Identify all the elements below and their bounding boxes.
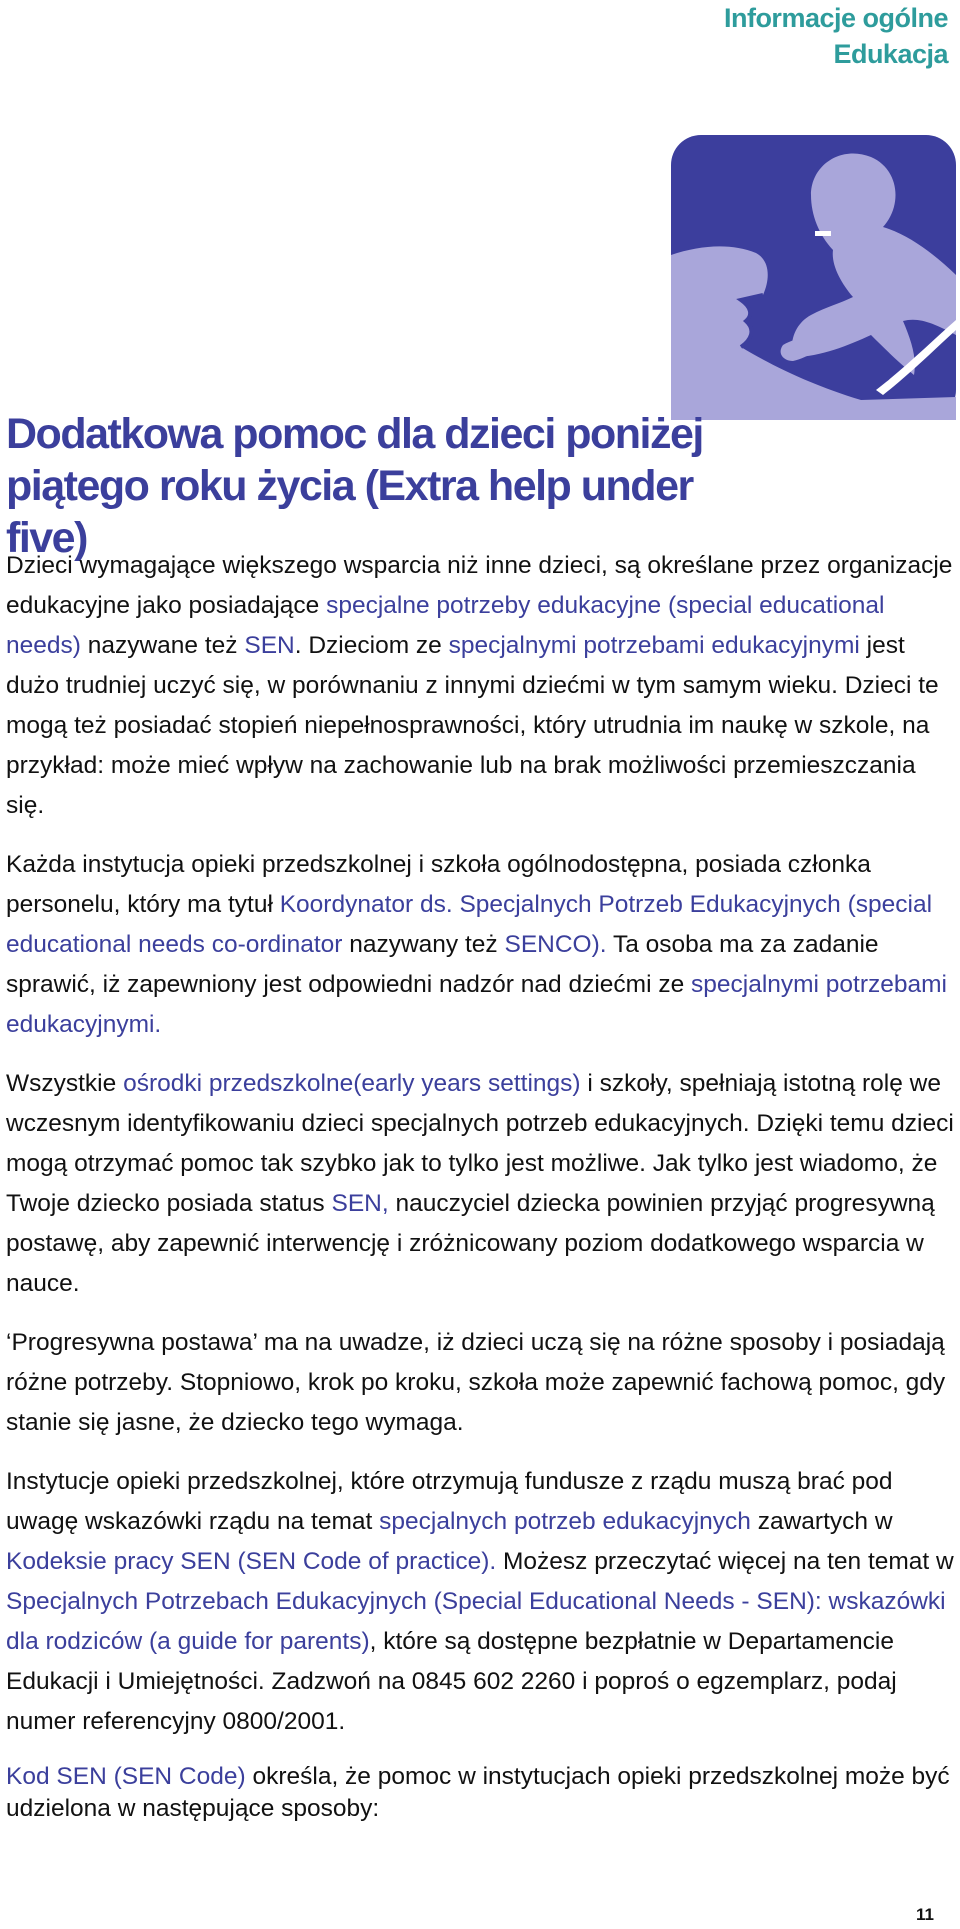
text-run: nauczyciel dziecka powinien przyjąć progresywną postawę, aby zapewnić interwencję i zróżnicowany poziom dodatkowego wsparcia w nauce. <box>6 1190 935 1297</box>
highlight-term: Koordynator ds. Specjalnych Potrzeb Edukacyjnych (special educational needs co-ordinator <box>6 891 933 958</box>
title-line-1: Dodatkowa pomoc dla dzieci poniżej <box>6 410 703 458</box>
text-run: i szkoły, spełniają istotną rolę we wczesnym identyfikowaniu dzieci specjalnych potrzeb edukacyjnych. Dzięki temu dzieci mogą otrzymać pomoc tak szybko jak to tylko jest możliwe. Jak tylko jest wiadomo, że Twoje dziecko posiada status <box>6 1070 954 1217</box>
section-header <box>724 0 948 72</box>
mother-child-logo <box>671 135 956 420</box>
paragraph-progressive-approach <box>6 1323 956 1443</box>
highlight-term: SEN <box>244 632 295 659</box>
highlight-term: SEN, <box>331 1190 389 1217</box>
page-number: 11 <box>916 1905 934 1924</box>
title-line-2: piątego roku życia (Extra help under five) <box>6 462 693 562</box>
highlight-term: SENCO). <box>504 931 607 958</box>
highlight-term: ośrodki przedszkolne(early years settings) <box>123 1070 581 1097</box>
paragraph-sen-definition <box>6 546 956 826</box>
highlight-term: Kodeksie pracy SEN (SEN Code of practice). <box>6 1548 497 1575</box>
page-title <box>6 408 726 564</box>
text-run: Możesz przeczytać więcej na ten temat w <box>496 1548 954 1575</box>
header-category: Informacje ogólne <box>723 3 948 33</box>
highlight-term: specjalnych potrzeb edukacyjnych <box>379 1508 751 1535</box>
text-run: zawartych w <box>750 1508 893 1535</box>
text-run: nazywany też <box>342 931 505 958</box>
highlight-term: specjalnymi potrzebami edukacyjnymi <box>448 632 860 659</box>
highlight-term: specjalne potrzeby edukacyjne (special educational needs) <box>6 592 885 659</box>
paragraph-early-years <box>6 1064 956 1304</box>
header-subcategory: Edukacja <box>833 39 948 69</box>
text-run: nazywane też <box>80 632 245 659</box>
text-run: Ta osoba ma za zadanie sprawić, iż zapewniony jest odpowiedni nadzór nad dziećmi ze <box>6 931 879 998</box>
text-run: Każda instytucja opieki przedszkolnej i szkoła ogólnodostępna, posiada członka personelu, który ma tytuł <box>6 851 871 918</box>
highlight-term: Specjalnych Potrzebach Edukacyjnych (Special Educational Needs - SEN): wskazówki dla rodziców (a guide for parents) <box>6 1588 946 1655</box>
paragraph-code-of-practice <box>6 1462 956 1742</box>
text-run: Dzieci wymagające większego wsparcia niż inne dzieci, są określane przez organizacje edukacyjne jako posiadające <box>6 552 953 619</box>
highlight-term: specjalnymi potrzebami edukacyjnymi. <box>6 971 947 1038</box>
body-text <box>6 546 956 1844</box>
text-run: jest dużo trudniej uczyć się, w porównaniu z innymi dziećmi w tym samym wieku. Dzieci te mogą też posiadać stopień niepełnosprawności, który utrudnia im naukę w szkole, na przykład: może mieć wpływ na zachowanie lub na brak możliwości przemieszczania się. <box>6 632 939 819</box>
paragraph-sen-code <box>6 1761 956 1825</box>
text-run: . Dzieciom ze <box>294 632 449 659</box>
text-run: ‘Progresywna postawa’ ma na uwadze, iż dzieci uczą się na różne sposoby i posiadają różne potrzeby. Stopniowo, krok po kroku, szkoła może zapewnić fachową pomoc, gdy stanie się jasne, że dziecko tego wymaga. <box>6 1329 946 1436</box>
text-run: Wszystkie <box>6 1070 124 1097</box>
text-run: , które są dostępne bezpłatnie w Departamencie Edukacji i Umiejętności. Zadzwoń na 0845 602 2260 i poproś o egzemplarz, podaj numer referencyjny 0800/2001. <box>6 1628 897 1735</box>
paragraph-senco <box>6 845 956 1045</box>
text-run: określa, że pomoc w instytucjach opieki przedszkolnej może być udzielona w następujące sposoby: <box>6 1763 950 1822</box>
highlight-term: Kod SEN (SEN Code) <box>6 1763 246 1790</box>
text-run: Instytucje opieki przedszkolnej, które otrzymują fundusze z rządu muszą brać pod uwagę wskazówki rządu na temat <box>6 1468 893 1535</box>
